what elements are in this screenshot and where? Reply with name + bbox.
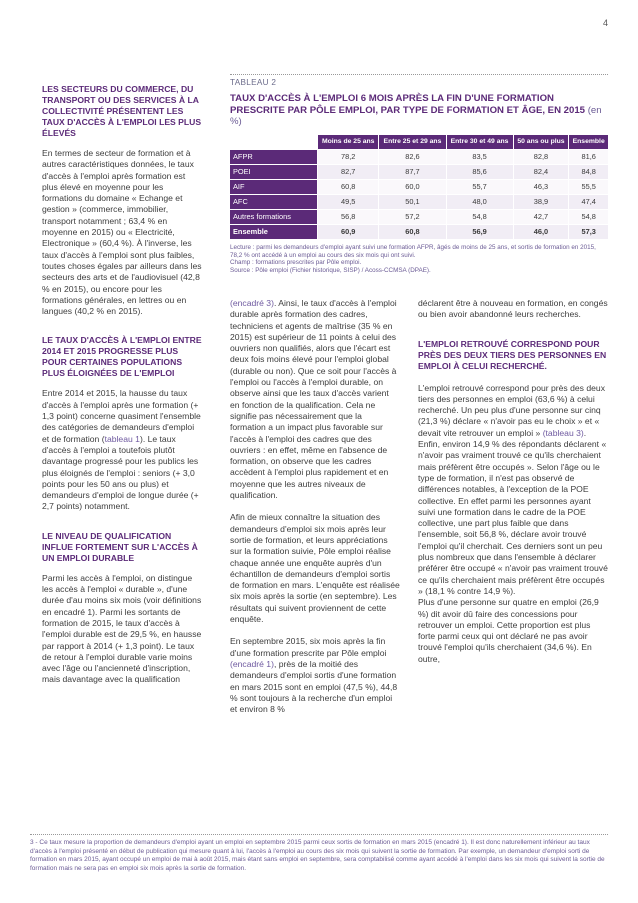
table-cell: 46,0	[513, 225, 569, 239]
section-heading-employment: L'EMPLOI RETROUVÉ CORRESPOND POUR PRÈS DES DEUX TIERS DES PERSONNES EN EMPLOI À CELUI RECHERCHÉ.	[418, 338, 607, 371]
table-cell: 49,5	[317, 195, 378, 209]
table-cell: 55,5	[568, 180, 608, 194]
table-row	[230, 210, 608, 224]
table-cell: 57,2	[378, 210, 445, 224]
section-heading-sectors: LES SECTEURS DU COMMERCE, DU TRANSPORT OU DES SERVICES À LA COLLECTIVITÉ PRÉSENTENT LES TAUX D'ACCÈS À L'EMPLOI LES PLUS ÉLEVÉS	[42, 84, 202, 138]
table-note-scope: Champ : formations prescrites par Pôle emploi.	[230, 259, 362, 267]
table-cell: 56,9	[446, 225, 513, 239]
column-left	[42, 84, 202, 686]
table-header-row	[230, 135, 608, 149]
row-label: AFPR	[230, 150, 317, 164]
table-cell: 54,8	[446, 210, 513, 224]
table-cell: 60,0	[378, 180, 445, 194]
row-label: POEI	[230, 165, 317, 179]
table-cell: 55,7	[446, 180, 513, 194]
page-number: 4	[602, 18, 608, 28]
table-cell: 50,1	[378, 195, 445, 209]
table-row	[230, 165, 608, 179]
row-label: AIF	[230, 180, 317, 194]
table-note-source: Source : Pôle emploi (Fichier historique, SISP) / Acoss-CCMSA (DPAE).	[230, 267, 431, 275]
table-cell: 82,6	[378, 150, 445, 164]
row-label: AFC	[230, 195, 317, 209]
table-cell: 81,6	[568, 150, 608, 164]
link-tableau-3[interactable]: (tableau 3)	[542, 427, 584, 438]
table-notes	[230, 244, 608, 275]
table-block	[230, 78, 608, 275]
paragraph-survey: Afin de mieux connaître la situation des demandeurs d'emploi six mois après leur sortie de formation, et leurs appréciations sur la formation suivie, Pôle emploi réalise chaque année une enquête auprès d'un échantillon de demandeurs d'emploi sortis de formation en mars. L'enquête est réalisée six mois après la sortie (en septembre). Les résultats qui suivent proviennent de cette enquête.	[230, 512, 400, 625]
table-cell: 38,9	[513, 195, 569, 209]
table-row	[230, 180, 608, 194]
table-cell: 84,8	[568, 165, 608, 179]
paragraph-employment: L'emploi retrouvé correspond pour près des deux tiers des personnes en emploi (63,6 %) à celui recherché. Un peu plus d'une personne sur cinq (21,3 %) déclare « n'avoir pas eu le choix » et « devait vite retrouver un emploi » (tableau 3). Enfin, environ 14,9 % des répondants déclarent « n'avoir pas vraiment trouvé ce qu'ils cherchaient mais préfèrent être occupés ». Selon l'âge ou le type de formation, il n'est pas observé de différences notables, à l'exception de la POE collective. En effet parmi les personnes ayant suivi une formation dans le cadre de la POE collective, une part plus faible que dans l'ensemble, soit 56,8 %, déclare avoir trouvé l'emploi qu'il cherchait. Ces derniers sont un peu plus nombreux que dans l'ensemble à déclarer préférer être occupé « n'avoir pas vraiment trouvé ce qu'ils cherchaient mais préfèrent être occupés » (18,1 % contre 14,9 %).	[418, 382, 608, 596]
table-cell: 60,8	[317, 180, 378, 194]
row-label: Autres formations	[230, 210, 317, 224]
link-encadre-3[interactable]: (encadré 3)	[230, 298, 274, 308]
column-header: Ensemble	[568, 135, 608, 149]
column-header: Moins de 25 ans	[317, 135, 378, 149]
table-cell: 54,8	[568, 210, 608, 224]
paragraph-qualification: Parmi les accès à l'emploi, on distingue les accès à l'emploi « durable », d'une durée d'au moins six mois (voir définitions en encadré 1). Parmi les sortants de formation de 2015, le taux d'accès à l'emploi durable est de 29,5 %, en hausse par rapport à 2014 (+ 1,3 point). Le taux de retour à l'emploi durable varie moins avec l'âge ou l'ancienneté d'inscription, mais davantage avec la qualification	[42, 572, 202, 685]
row-label: Ensemble	[230, 225, 317, 239]
table-cell: 78,2	[317, 150, 378, 164]
table-row	[230, 225, 608, 239]
table-cell: 42,7	[513, 210, 569, 224]
table-label: TABLEAU 2	[230, 78, 277, 87]
paragraph-september: En septembre 2015, six mois après la fin d'une formation prescrite par Pôle emploi (encadré 1), près de la moitié des demandeurs d'emploi sortis d'une formation en mars 2015 sont en emploi (47,5 %), 44,8 % sont toujours à la recherche d'un emploi et environ 8 %	[230, 636, 398, 715]
section-heading-progress: LE TAUX D'ACCÈS À L'EMPLOI ENTRE 2014 ET 2015 PROGRESSE PLUS POUR CERTAINES POPULATIONS PLUS ÉLOIGNÉES DE L'EMPLOI	[42, 335, 202, 379]
table-row	[230, 150, 608, 164]
column-header: 50 ans ou plus	[513, 135, 569, 149]
link-tableau-1[interactable]: tableau 1	[104, 433, 140, 444]
column-header: Entre 25 et 29 ans	[378, 135, 445, 149]
table-cell: 87,7	[378, 165, 445, 179]
table-cell: 46,3	[513, 180, 569, 194]
table-note-reading: Lecture : parmi les demandeurs d'emploi ayant suivi une formation AFPR, âgés de moins de 25 ans, et sortis de formation en 2015, 78,2 % ont accédé à un emploi au cours des six mois qui ont suivi.	[230, 243, 596, 259]
paragraph-sectors: En termes de secteur de formation et à autres caractéristiques données, le taux d'accès à l'emploi après formation est plus élevé en moyenne pour les formations du domaine « Echange et gestion » (commerce, immobilier, transport notamment ; 63,4 % en moyenne en 2015) ou « Electricité, Electronique » (60,4 %). À l'inverse, les taux d'accès à l'emploi sont plus faibles, toutes choses égales par ailleurs dans les secteurs des arts et de l'audiovisuel (42,8 % en 2015), ou encore pour les formations générales, en lettres ou en langues (40,2 % en 2015).	[42, 148, 202, 317]
section-heading-qualification: LE NIVEAU DE QUALIFICATION INFLUE FORTEMENT SUR L'ACCÈS À UN EMPLOI DURABLE	[42, 530, 198, 563]
table-cell: 56,8	[317, 210, 378, 224]
table-cell: 83,5	[446, 150, 513, 164]
paragraph-concessions: Plus d'une personne sur quatre en emploi (26,9 %) dit avoir dû faire des concessions pour retrouver un emploi. Cette proportion est plus forte parmi ceux qui ont déclaré ne pas avoir trouvé l'emploi qu'ils cherchaient (34,6 %). En outre,	[418, 597, 599, 664]
table-corner	[230, 135, 317, 149]
table-cell: 48,0	[446, 195, 513, 209]
table-body	[230, 150, 608, 239]
paragraph-continued: déclarent être à nouveau en formation, en congés ou bien avoir abandonné leurs recherches.	[418, 298, 608, 320]
table-cell: 82,7	[317, 165, 378, 179]
table-cell: 82,8	[513, 150, 569, 164]
column-right	[418, 298, 608, 665]
table-cell: 85,6	[446, 165, 513, 179]
paragraph-durable: (encadré 3). Ainsi, le taux d'accès à l'emploi durable après formation des cadres, techniciens et agents de maîtrise (35 % en 2015) est supérieur de 11 points à celui des ouvriers non qualifiés, alors que l'écart est deux fois moins élevé pour l'emploi global (durable ou non). Que ce soit pour l'accès à l'emploi ou l'accès à l'emploi durable, on observe ainsi que les taux d'accès varient en fonction de la qualification. Cela ne signifie pas nécessairement que la formation a un impact plus favorable sur l'accès à l'emploi des cadres que des ouvriers : en effet, même en l'absence de formation, on observe que les cadres accèdent à l'emploi plus rapidement et en moyenne que les autres niveaux de qualification.	[230, 298, 397, 501]
paragraph-progress: Entre 2014 et 2015, la hausse du taux d'accès à l'emploi après une formation (+ 1,3 point) concerne quasiment l'ensemble des catégories de demandeurs d'emploi et de formation (tableau 1). Le taux d'accès à l'emploi a toutefois plutôt davantage progressé pour les publics les plus éloignés de l'emploi : seniors (+ 3,0 points pour les 50 ans ou plus) et demandeurs d'emploi de longue durée (+ 2,7 points) notamment.	[42, 388, 201, 512]
table-title: TAUX D'ACCÈS À L'EMPLOI 6 MOIS APRÈS LA FIN D'UNE FORMATION PRESCRITE PAR PÔLE EMPLOI, PAR TYPE DE FORMATION ET ÂGE, EN 2015 (en %)	[230, 93, 602, 128]
footnote: 3 - Ce taux mesure la proportion de demandeurs d'emploi ayant un emploi en septembre 2015 parmi ceux sortis de formation en mars 2015 (encadré 1). Il est donc naturellement inférieur au taux d'accès à l'emploi présenté en début de publication qui mesure quant à lui, l'accès à l'emploi au cours des six mois qui suivent la sortie de formation. Par exemple, un demandeur d'emploi sorti de formation en mars 2015, ayant occupé un emploi de mai à août 2015, mais étant sans emploi en septembre, sera comptabilisé comme ayant accédé à l'emploi dans les six mois qui suivent la sortie de formation mais ne sera pas en emploi six mois après la sortie de formation.	[30, 834, 608, 873]
table-cell: 47,4	[568, 195, 608, 209]
table-unit: (en %)	[230, 104, 602, 128]
top-divider	[230, 74, 608, 75]
column-middle	[230, 298, 400, 715]
link-encadre-1[interactable]: (encadré 1)	[230, 658, 274, 669]
table-row	[230, 195, 608, 209]
table-cell: 57,3	[568, 225, 608, 239]
table-cell: 82,4	[513, 165, 569, 179]
table-cell: 60,8	[378, 225, 445, 239]
data-table	[230, 134, 608, 240]
column-header: Entre 30 et 49 ans	[446, 135, 513, 149]
table-cell: 60,9	[317, 225, 378, 239]
